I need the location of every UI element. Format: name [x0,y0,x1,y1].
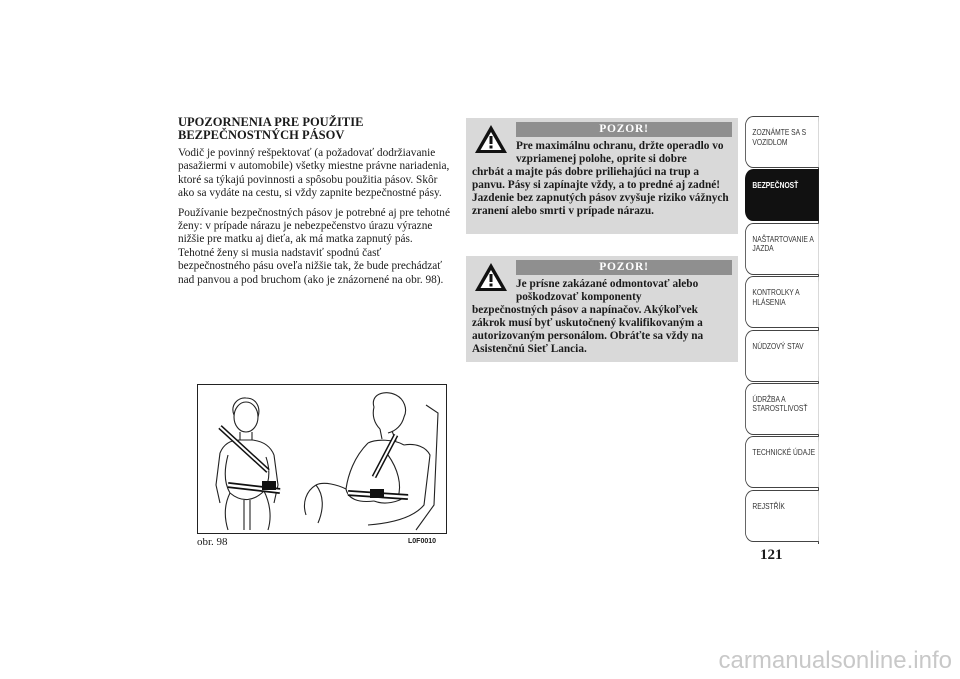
watermark: carmanualsonline.info [718,647,952,674]
seatbelt-illustration [198,385,446,533]
chapter-tabs [745,116,819,543]
warning-box-2 [466,256,738,362]
warning-text-body: chrbát a majte pás dobre priliehajúci na trup a panvu. Pásy si zapínajte vždy, a to predné aj zadné! Jazdenie bez zapnutých pásov zvyšuje riziko vážnych zranení alebo smrti v prípade nárazu. [472,166,729,217]
warning-triangle-icon [473,123,509,155]
figure-pregnant-woman-seatbelt [197,384,447,534]
figure-caption: obr. 98 [197,536,228,548]
tab-technicke-udaje[interactable]: TECHNICKÉ ÚDAJE [745,436,819,488]
section-title: UPOZORNENIA PRE POUŽITIE BEZPEČNOSTNÝCH PÁSOV [178,115,364,142]
text-column [178,116,450,293]
tab-udrzba[interactable]: ÚDRŽBA A STAROSTLIVOSŤ [745,383,819,435]
warning-header: POZOR! [516,260,732,275]
page-number: 121 [760,547,783,563]
tab-kontrolky[interactable]: KONTROLKY A HLÁSENIA [745,276,819,328]
warning-text-lead: Je prísne zakázané odmontovať alebo poškodzovať komponenty [516,278,699,303]
figure-code: L0F0010 [408,538,437,545]
warning-text-body: bezpečnostných pásov a napínačov. Akýkoľvek zákrok musí byť uskutočnený kvalifikovaným a autorizovaným personálom. Obráťte sa vždy na Asistenčnú Sieť Lancia. [472,304,704,355]
tab-zoznamte-sa[interactable]: ZOZNÁMTE SA S VOZIDLOM [745,116,819,168]
warning-triangle-icon [473,261,509,293]
warning-text-lead: Pre maximálnu ochranu, držte operadlo vo vzpriamenej polohe, oprite si dobre [516,140,724,165]
warning-text [472,278,732,356]
tab-rejstrik[interactable]: REJSTŘÍK [745,490,819,542]
warning-header: POZOR! [516,122,732,137]
paragraph-1: Vodič je povinný rešpektovať (a požadovať dodržiavanie pasažiermi v automobile) všetky miestne právne nariadenia, ktoré sa týkajú povinnosti a spôsobu použitia pásov. Skôr ako sa vydáte na cestu, si vždy zapnite bezpečnostné pásy. [178,147,450,200]
tab-nudzovy-stav[interactable]: NÚDZOVÝ STAV [745,330,819,382]
warning-box-1 [466,118,738,234]
tab-bezpecnost[interactable]: BEZPEČNOSŤ [745,169,819,221]
paragraph-2: Používanie bezpečnostných pásov je potrebné aj pre tehotné ženy: v prípade nárazu je nebezpečenstvo úrazu výrazne nižšie pre matku aj dieťa, ak má matka zapnutý pás. Tehotné ženy si musia nadstaviť spodnú časť bezpečnostného pásu oveľa nižšie tak, že bude prechádzať nad panvou a pod bruchom (ako je znázornené na obr. 98). [178,206,450,286]
warning-text [472,140,732,218]
tab-nastartovanie[interactable]: NAŠTARTOVANIE A JAZDA [745,223,819,275]
